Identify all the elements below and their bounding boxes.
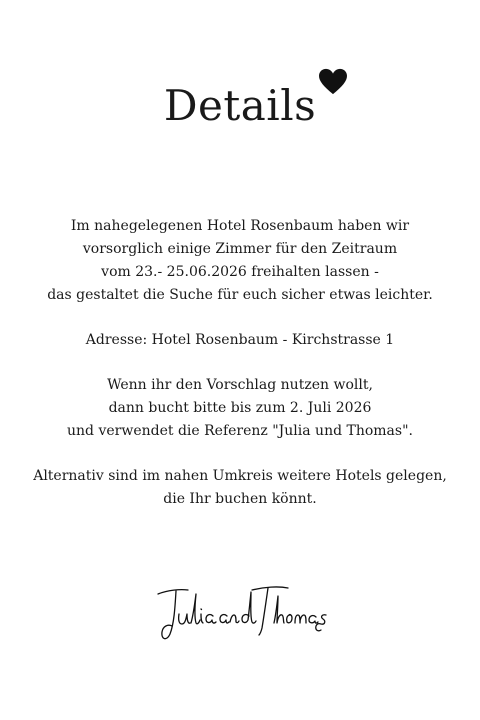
text-line: die Ihr buchen könnt. xyxy=(163,491,317,507)
heart-icon xyxy=(318,68,348,96)
signature xyxy=(150,580,330,650)
alternative-paragraph xyxy=(20,465,460,511)
address-line: Adresse: Hotel Rosenbaum - Kirchstrasse 1 xyxy=(85,332,395,348)
text-line: vorsorglich einige Zimmer für den Zeitraum xyxy=(82,241,398,257)
booking-paragraph xyxy=(20,374,460,443)
hotel-info-paragraph xyxy=(20,215,460,307)
details-text xyxy=(20,215,460,533)
text-line: vom 23.- 25.06.2026 freihalten lassen - xyxy=(101,264,379,280)
text-line: das gestaltet die Suche für euch sicher etwas leichter. xyxy=(47,287,433,303)
text-line: dann bucht bitte bis zum 2. Juli 2026 xyxy=(108,400,372,416)
address-paragraph xyxy=(20,329,460,352)
text-line: Im nahegelegenen Hotel Rosenbaum haben wir xyxy=(70,218,410,234)
text-line: Alternativ sind im nahen Umkreis weitere Hotels gelegen, xyxy=(33,468,447,484)
page-title: Details xyxy=(163,81,317,130)
text-line: Wenn ihr den Vorschlag nutzen wollt, xyxy=(107,377,373,393)
text-line: und verwendet die Referenz "Julia und Thomas". xyxy=(67,423,413,439)
